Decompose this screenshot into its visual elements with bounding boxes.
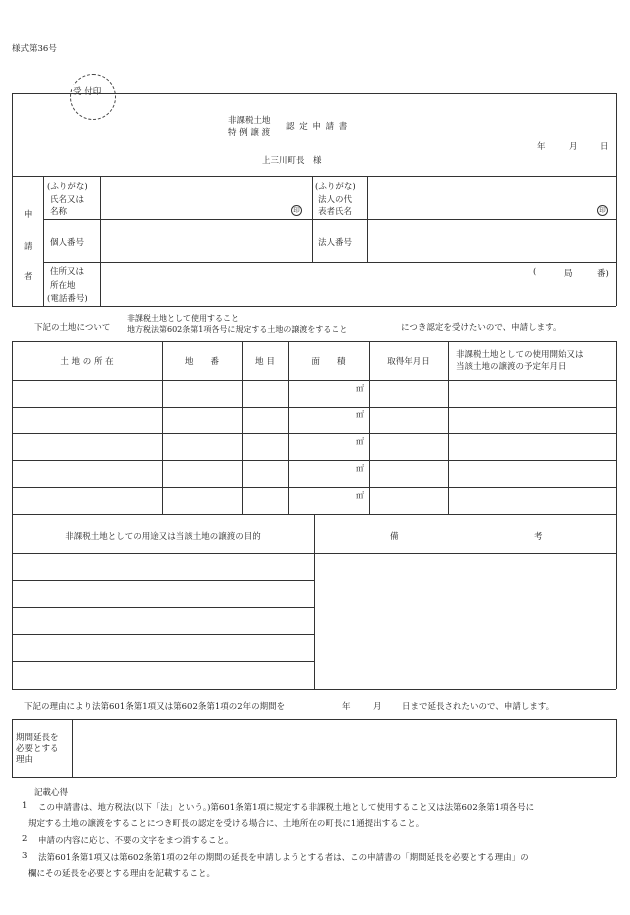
land-header-lot-number: 地 番 [184,357,219,367]
phone-office-label: 局 [564,269,573,279]
phone-number-close: 番) [597,269,609,279]
form-number: 様式第36号 [12,44,57,54]
extension-month-label: 月 [373,702,382,712]
extension-tail: 日まで延長されたいので、申請します。 [402,702,555,712]
area-unit: ㎡ [356,491,364,500]
land-header-land-category: 地 目 [255,357,275,367]
intro-suffix: につき認定を受けたいので、申請します。 [401,323,562,333]
note-number: 1 [22,801,28,811]
extension-year-label: 年 [342,702,351,712]
name-label-line3: 名称 [50,207,68,217]
phone-bracket-open: ( [533,267,537,277]
receipt-stamp-circle [70,74,116,120]
note-number: 3 [22,851,28,861]
remarks-header-right: 考 [534,532,543,542]
personal-number-label: 個人番号 [50,238,85,248]
name-label-furigana: (ふりがな) [47,182,88,192]
note-text-line1: 申請の内容に応じ、不要の文字をまつ消すること。 [38,836,234,846]
applicant-side-label-1: 申 [24,210,33,220]
applicant-side-label-3: 者 [24,272,33,282]
rep-seal-mark: 印 [597,205,608,216]
title-main: 認 定 申 請 書 [286,122,349,132]
intro-option-2: 地方税法第602条第1項各号に規定する土地の譲渡をすること [127,325,348,334]
note-text-line1: この申請書は、地方税法(以下「法」という。)第601条第1項に規定する非課税土地として使用すること又は法第602条第1項各号に [38,803,535,813]
address-label-line3: (電話番号) [47,294,88,304]
date-day-label: 日 [600,142,609,152]
rep-label-furigana: (ふりがな) [315,182,356,192]
purpose-header: 非課税土地としての用途又は当該土地の譲渡の目的 [65,532,261,542]
intro-prefix: 下記の土地について [34,323,111,333]
area-unit: ㎡ [356,464,364,473]
extension-text: 下記の理由により法第601条第1項又は第602条第1項の2年の期間を [24,702,286,712]
rep-label-line2: 法人の代 [318,195,353,205]
receipt-stamp-label: 受 付印 [73,87,102,97]
land-header-area: 面 積 [311,357,346,367]
area-unit: ㎡ [356,384,364,393]
intro-option-1: 非課税土地として使用すること [127,314,239,323]
address-label-line1: 住所又は [50,267,85,277]
date-year-label: 年 [537,142,546,152]
notes-title: 記載心得 [34,788,69,798]
note-number: 2 [22,834,28,844]
extension-reason-label-3: 理由 [16,755,34,765]
title-line1: 非課税土地 [228,116,271,126]
extension-reason-label-2: 必要とする [16,744,59,754]
note-text-line1: 法第601条第1項又は第602条第1項の2年の期間の延長を申請しようとする者は、この申請書の「期間延長を必要とする理由」の [38,853,529,863]
rep-label-line3: 表者氏名 [318,207,353,217]
area-unit: ㎡ [356,410,364,419]
land-header-acquisition-date: 取得年月日 [387,357,430,367]
land-header-schedule-line2: 当該土地の譲渡の予定年月日 [456,362,567,372]
applicant-side-label-2: 請 [24,242,33,252]
corporate-number-label: 法人番号 [318,238,353,248]
name-label-line2: 氏名又は [50,195,85,205]
land-header-schedule-line1: 非課税土地としての使用開始又は [456,350,584,360]
area-unit: ㎡ [356,437,364,446]
date-month-label: 月 [569,142,578,152]
extension-reason-label-1: 期間延長を [16,733,59,743]
note-text-line2: 規定する土地の譲渡をすることにつき町長の認定を受ける場合に、土地所在の町長に1通提出すること。 [28,819,425,829]
address-label-line2: 所在地 [50,281,76,291]
remarks-header-left: 備 [390,532,399,542]
title-line2: 特 例 譲 渡 [228,128,271,138]
note-text-line2: 欄にその延長を必要とする理由を記載すること。 [28,869,216,879]
addressee: 上三川町長 様 [262,156,322,166]
land-header-location: 土 地 の 所 在 [60,357,114,367]
name-seal-mark: 印 [291,205,302,216]
